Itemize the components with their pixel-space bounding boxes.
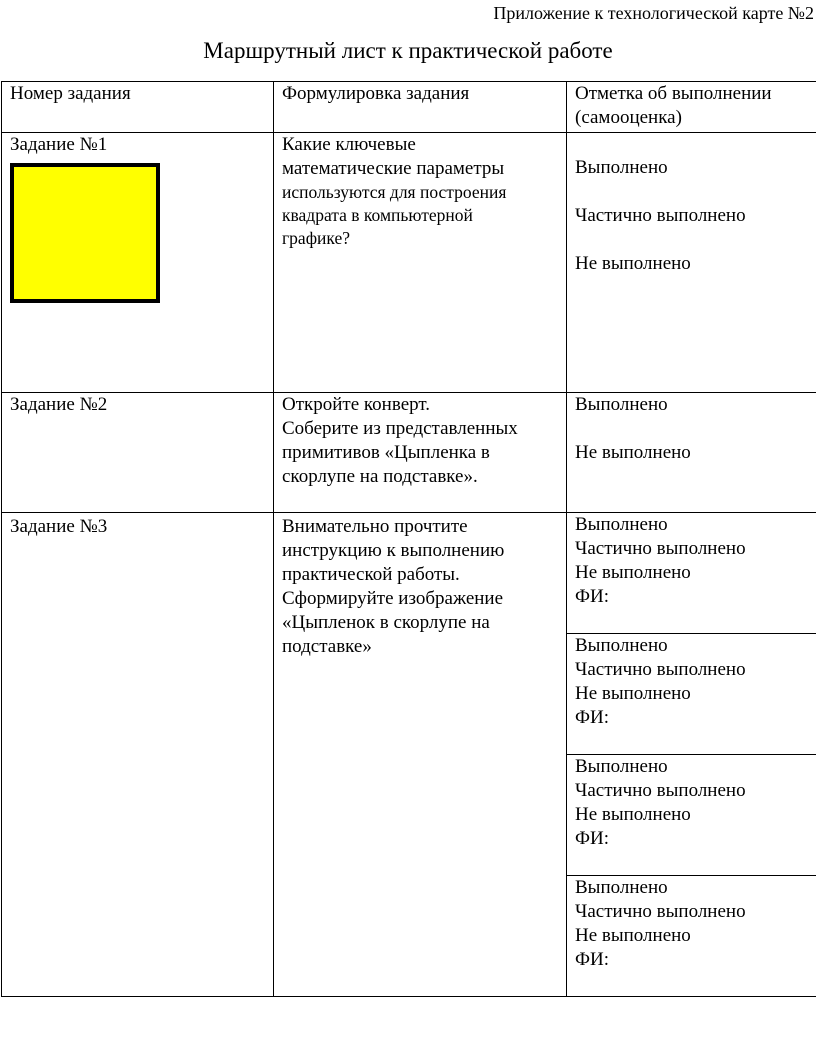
mark-option: Не выполнено bbox=[575, 683, 691, 704]
task-1-text-line: графике? bbox=[282, 228, 351, 248]
student-name-label: ФИ: bbox=[575, 707, 610, 728]
header-task-number: Номер задания bbox=[2, 82, 274, 133]
table-row-task-2 bbox=[2, 393, 816, 513]
mark-option: Выполнено bbox=[575, 756, 668, 777]
table-header-row bbox=[2, 82, 816, 133]
mark-option: Выполнено bbox=[575, 157, 668, 178]
task-3-text-line: инструкцию к выполнению bbox=[282, 540, 505, 561]
table-row-task-1 bbox=[2, 133, 816, 393]
task-3-text-line: «Цыпленок в скорлупе на bbox=[282, 612, 490, 633]
task-2-text bbox=[274, 393, 567, 513]
mark-option: Не выполнено bbox=[575, 562, 691, 583]
task-3-text bbox=[274, 513, 567, 997]
task-2-text-line: Откройте конверт. bbox=[282, 394, 431, 415]
table-row-task-3 bbox=[2, 513, 816, 634]
mark-option: Выполнено bbox=[575, 635, 668, 656]
task-3-marks-block bbox=[567, 876, 816, 997]
task-1-cell bbox=[2, 133, 274, 393]
mark-option: Частично выполнено bbox=[575, 538, 746, 559]
task-3-marks-block bbox=[567, 513, 816, 634]
task-3-cell bbox=[2, 513, 274, 997]
header-task-wording: Формулировка задания bbox=[274, 82, 567, 133]
mark-option: Не выполнено bbox=[575, 925, 691, 946]
task-2-text-line: примитивов «Цыпленка в bbox=[282, 442, 490, 463]
task-3-text-line: подставке» bbox=[282, 636, 372, 657]
task-2-cell bbox=[2, 393, 274, 513]
task-2-number: Задание №2 bbox=[10, 394, 108, 415]
page-title: Маршрутный лист к практической работе bbox=[203, 38, 613, 63]
task-3-text-line: Сформируйте изображение bbox=[282, 588, 504, 609]
task-2-text-line: Соберите из представленных bbox=[282, 418, 518, 439]
task-1-text-line: математические параметры bbox=[282, 158, 505, 179]
task-1-number: Задание №1 bbox=[10, 134, 108, 155]
task-3-text-line: практической работы. bbox=[282, 564, 460, 585]
student-name-label: ФИ: bbox=[575, 828, 610, 849]
task-1-text bbox=[274, 133, 567, 393]
mark-option: Не выполнено bbox=[575, 804, 691, 825]
task-1-text-line: используются для построения bbox=[282, 182, 507, 202]
student-name-label: ФИ: bbox=[575, 949, 610, 970]
task-2-marks bbox=[567, 393, 816, 513]
header-completion-mark: Отметка об выполнении (самооценка) bbox=[567, 82, 816, 133]
mark-option: Выполнено bbox=[575, 514, 668, 535]
mark-option: Частично выполнено bbox=[575, 659, 746, 680]
student-name-label: ФИ: bbox=[575, 586, 610, 607]
mark-option: Частично выполнено bbox=[575, 780, 746, 801]
task-2-text-line: скорлупе на подставке». bbox=[282, 466, 478, 487]
task-3-number: Задание №3 bbox=[10, 516, 108, 537]
task-3-text-line: Внимательно прочтите bbox=[282, 516, 468, 537]
appendix-label: Приложение к технологической карте №2 bbox=[493, 3, 814, 23]
yellow-square-image bbox=[10, 163, 160, 303]
task-3-marks-block bbox=[567, 634, 816, 755]
task-1-text-line: Какие ключевые bbox=[282, 134, 416, 155]
mark-option: Частично выполнено bbox=[575, 205, 746, 226]
mark-option: Не выполнено bbox=[575, 253, 691, 274]
mark-option: Выполнено bbox=[575, 394, 668, 415]
mark-option: Выполнено bbox=[575, 877, 668, 898]
task-1-text-line: квадрата в компьютерной bbox=[282, 205, 473, 225]
route-sheet-table bbox=[1, 81, 816, 997]
mark-option: Частично выполнено bbox=[575, 901, 746, 922]
task-1-marks bbox=[567, 133, 816, 393]
task-3-marks-block bbox=[567, 755, 816, 876]
mark-option: Не выполнено bbox=[575, 442, 691, 463]
